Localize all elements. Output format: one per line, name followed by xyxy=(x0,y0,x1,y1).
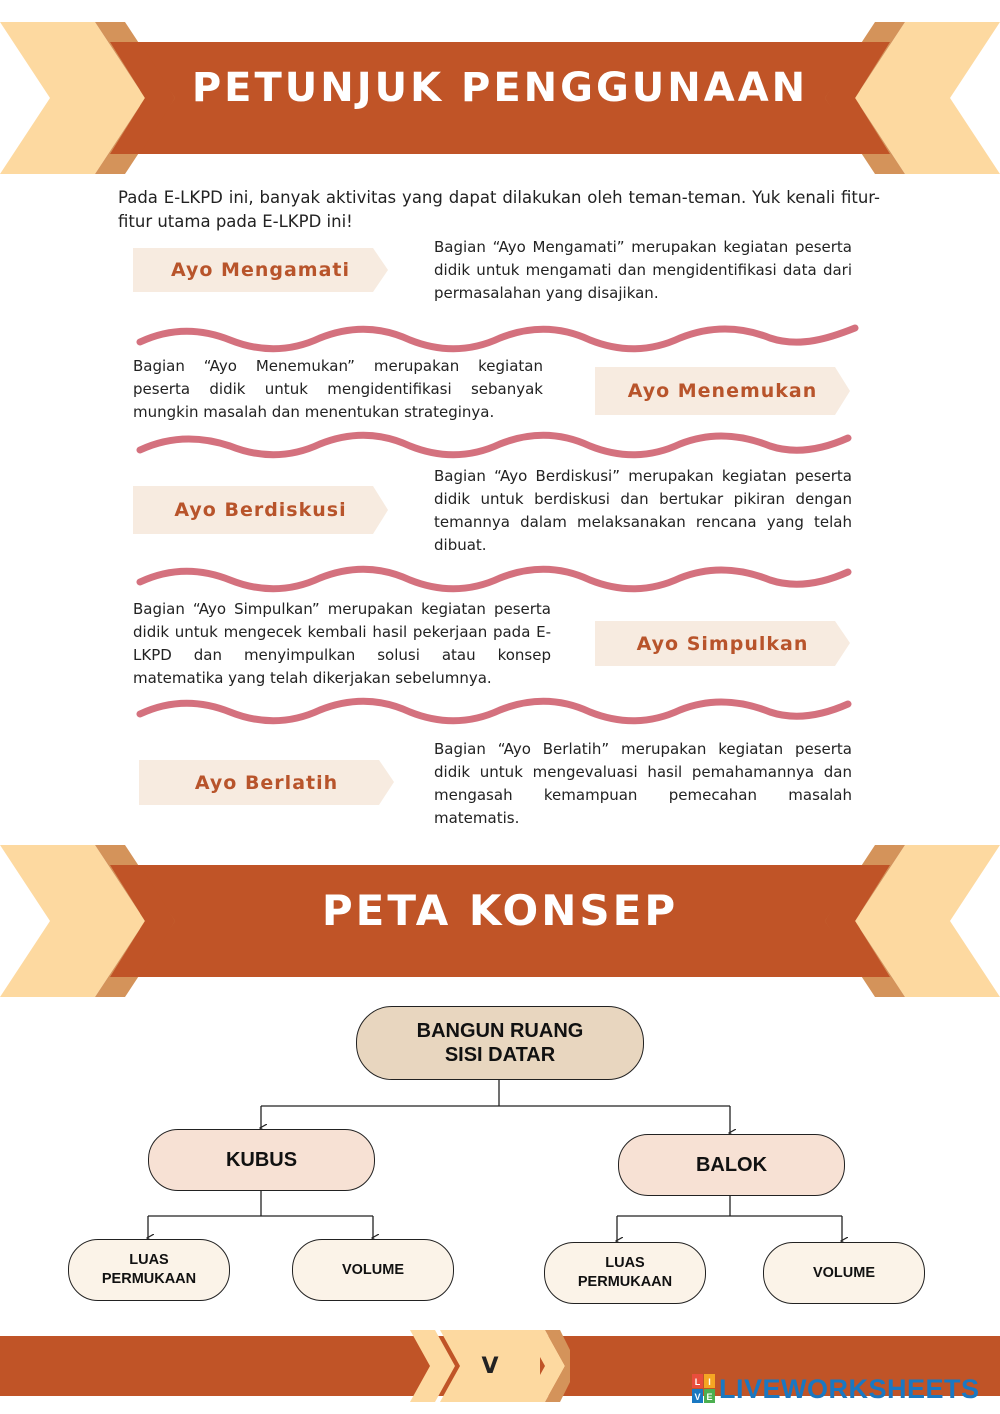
concept-node-balok-luas: LUAS PERMUKAAN xyxy=(544,1242,706,1304)
concept-root-node: BANGUN RUANG SISI DATAR xyxy=(356,1006,644,1080)
liveworksheets-text: LIVEWORKSHEETS xyxy=(719,1373,980,1404)
liveworksheets-logo xyxy=(692,1372,980,1406)
svg-text:V: V xyxy=(694,1392,701,1402)
label-ayo-menemukan: Ayo Menemukan xyxy=(595,367,850,415)
desc-ayo-berdiskusi: Bagian “Ayo Berdiskusi” merupakan kegiatan peserta didik untuk berdiskusi dan bertukar pikiran dengan temannya dalam melaksanakan rencana yang telah dibuat. xyxy=(434,467,852,554)
label-ayo-berdiskusi: Ayo Berdiskusi xyxy=(133,486,388,534)
label-ayo-simpulkan: Ayo Simpulkan xyxy=(595,621,850,666)
svg-text:E: E xyxy=(706,1392,713,1402)
label-ayo-berlatih: Ayo Berlatih xyxy=(139,760,394,805)
section-title-peta-konsep: PETA KONSEP xyxy=(321,886,679,935)
svg-text:I: I xyxy=(708,1377,711,1387)
desc-ayo-berlatih: Bagian “Ayo Berlatih” merupakan kegiatan peserta didik untuk mengevaluasi hasil pemahamannya dan mengasah kemampuan pemecahan masalah matematis. xyxy=(434,740,852,827)
desc-ayo-mengamati: Bagian “Ayo Mengamati” merupakan kegiatan peserta didik untuk mengamati dan mengidentifikasi data dari permasalahan yang disajikan. xyxy=(434,238,852,302)
intro-paragraph: Pada E-LKPD ini, banyak aktivitas yang dapat dilakukan oleh teman-teman. Yuk kenali fitur-fitur utama pada E-LKPD ini! xyxy=(118,188,880,231)
label-ayo-mengamati: Ayo Mengamati xyxy=(133,248,388,292)
section-title-petunjuk: PETUNJUK PENGGUNAAN xyxy=(191,65,809,111)
svg-text:L: L xyxy=(694,1377,701,1387)
concept-node-balok-volume: VOLUME xyxy=(763,1242,925,1304)
concept-node-kubus-luas: LUAS PERMUKAAN xyxy=(68,1239,230,1301)
concept-node-kubus: KUBUS xyxy=(148,1129,375,1191)
liveworksheets-badge-icon xyxy=(692,1374,716,1404)
concept-node-balok: BALOK xyxy=(618,1134,845,1196)
desc-ayo-simpulkan: Bagian “Ayo Simpulkan” merupakan kegiatan peserta didik untuk mengecek kembali hasil pekerjaan pada E-LKPD dan menyimpulkan solusi atau konsep matematika yang telah dikerjakan sebelumnya. xyxy=(133,600,551,687)
concept-node-kubus-volume: VOLUME xyxy=(292,1239,454,1301)
desc-ayo-menemukan: Bagian “Ayo Menemukan” merupakan kegiatan peserta didik untuk mengidentifikasi sebanyak mungkin masalah dan menentukan strateginya. xyxy=(133,357,543,421)
page-number: V xyxy=(481,1353,499,1379)
